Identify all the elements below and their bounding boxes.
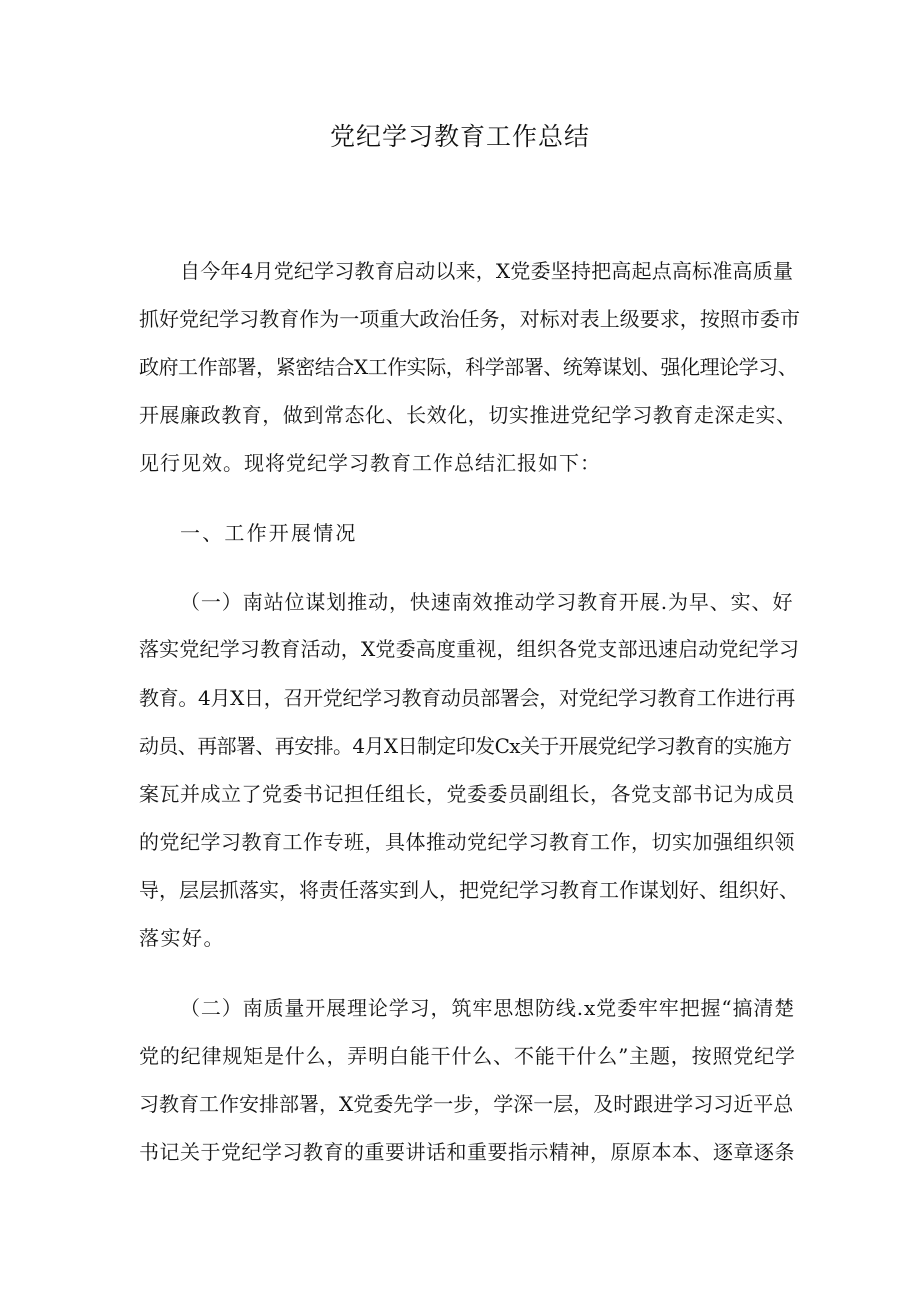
paragraph-line: 自今年4月党纪学习教育启动以来，X党委坚持把高起点高标准高质量 bbox=[180, 259, 794, 283]
paragraph-line: 习教育工作安排部署，X党委先学一步，学深一层，及时跟进学习习近平总 bbox=[139, 1092, 794, 1116]
paragraph-line: 书记关于党纪学习教育的重要讲话和重要指示精神，原原本本、逐章逐条 bbox=[139, 1140, 795, 1164]
paragraph-line: 案瓦并成立了党委书记担任组长，党委委员副组长，各党支部书记为成员 bbox=[139, 782, 795, 806]
paragraph-line: 开展廉政教育，做到常态化、长效化，切实推进党纪学习教育走深走实、 bbox=[139, 403, 797, 427]
paragraph-line: 政府工作部署，紧密结合X工作实际，科学部署、统筹谋划、强化理论学习、 bbox=[139, 355, 798, 379]
paragraph-line: （一）南站位谋划推动，快速南效推动学习教育开展.为早、实、好 bbox=[180, 590, 794, 614]
paragraph-line: 落实党纪学习教育活动，X党委高度重视，组织各党支部迅速启动党纪学习 bbox=[139, 637, 800, 661]
paragraph-line: 教育。4月X日，召开党纪学习教育动员部署会，对党纪学习教育工作进行再 bbox=[139, 686, 796, 710]
paragraph-line: 抓好党纪学习教育作为一项重大政治任务，对标对表上级要求，按照市委市 bbox=[139, 307, 800, 331]
paragraph-line: 见行见效。现将党纪学习教育工作总结汇报如下： bbox=[139, 451, 601, 475]
paragraph-line: 落实好。 bbox=[139, 926, 225, 950]
document-title: 党纪学习教育工作总结 bbox=[329, 122, 590, 151]
paragraph-line: 导，层层抓落实，将责任落实到人，把党纪学习教育工作谋划好、组织好、 bbox=[139, 878, 799, 902]
section-heading: 一、工作开展情况 bbox=[180, 521, 358, 545]
paragraph-line: （二）南质量开展理论学习，筑牢思想防线.x党委牢牢把握“搞清楚 bbox=[180, 996, 796, 1020]
paragraph-line: 的党纪学习教育工作专班，具体推动党纪学习教育工作，切实加强组织领 bbox=[139, 830, 795, 854]
paragraph-line: 动员、再部署、再安排。4月X日制定印发Cx关于开展党纪学习教育的实施方 bbox=[139, 734, 792, 758]
paragraph-line: 党的纪律规矩是什么，弄明白能干什么、不能干什么”主题，按照党纪学 bbox=[139, 1044, 796, 1068]
